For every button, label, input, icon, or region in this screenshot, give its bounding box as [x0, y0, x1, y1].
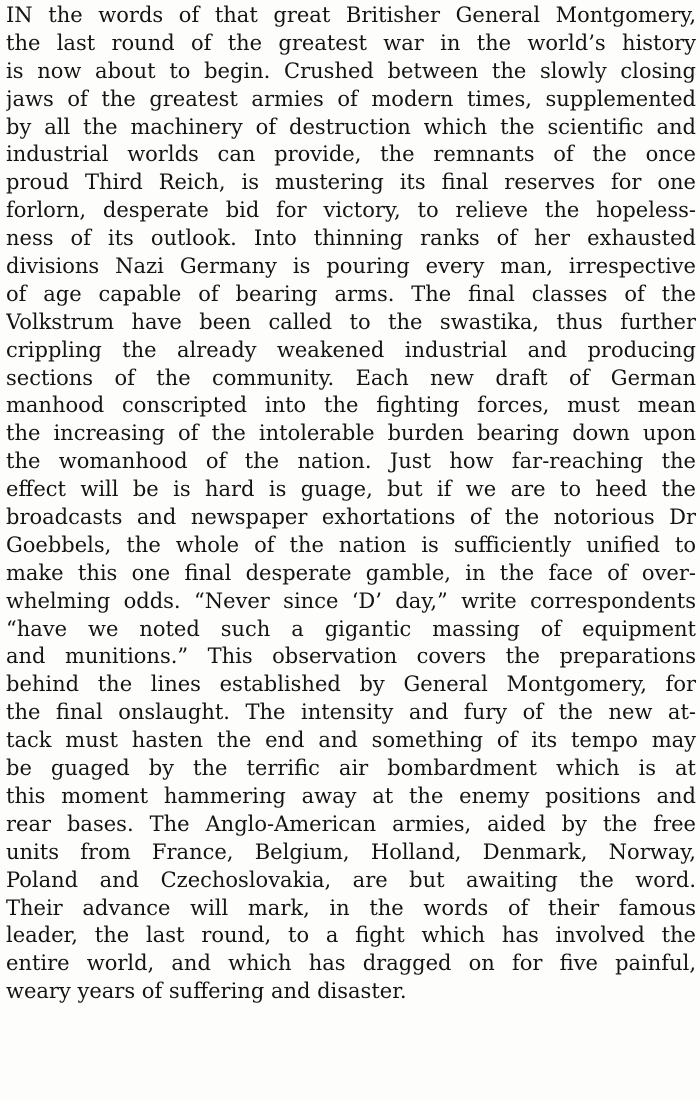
- text-line: forlorn, desperate bid for victory, to relieve the hopeless-: [6, 198, 696, 223]
- text-line: is now about to begin. Crushed between the slowly closing: [6, 58, 696, 83]
- text-line: manhood conscripted into the fighting forces, must mean: [6, 393, 696, 418]
- text-line: the increasing of the intolerable burden bearing down upon: [6, 421, 696, 446]
- text-line: tack must hasten the end and something of its tempo may: [6, 728, 696, 753]
- text-line: Their advance will mark, in the words of their famous: [6, 895, 696, 920]
- text-line: broadcasts and newspaper exhortations of the notorious Dr: [6, 505, 696, 530]
- text-line: crippling the already weakened industrial and producing: [6, 337, 696, 362]
- text-line: proud Third Reich, is mustering its final reserves for one: [6, 170, 696, 195]
- text-line: this moment hammering away at the enemy positions and: [6, 783, 696, 808]
- text-line: the last round of the greatest war in the world’s history: [6, 30, 696, 55]
- text-line: leader, the last round, to a fight which has involved the: [6, 923, 696, 948]
- text-line: Volkstrum have been called to the swastika, thus further: [6, 309, 696, 334]
- text-line: make this one final desperate gamble, in the face of over-: [6, 560, 696, 585]
- text-line: units from France, Belgium, Holland, Denmark, Norway,: [6, 839, 696, 864]
- text-line: Goebbels, the whole of the nation is sufficiently unified to: [6, 532, 696, 557]
- text-line: industrial worlds can provide, the remnants of the once: [6, 142, 696, 167]
- text-line: ness of its outlook. Into thinning ranks of her exhausted: [6, 226, 696, 251]
- text-line: rear bases. The Anglo-American armies, aided by the free: [6, 811, 696, 836]
- text-line: weary years of suffering and disaster.: [6, 979, 407, 1004]
- text-line: the final onslaught. The intensity and fury of the new at-: [6, 700, 696, 725]
- text-line: entire world, and which has dragged on for five painful,: [6, 951, 696, 976]
- text-line: jaws of the greatest armies of modern times, supplemented: [6, 86, 696, 111]
- text-line: effect will be is hard is guage, but if we are to heed the: [6, 477, 696, 502]
- text-line: and munitions.” This observation covers the preparations: [6, 644, 696, 669]
- text-line: the womanhood of the nation. Just how far-reaching the: [6, 449, 696, 474]
- text-line: of age capable of bearing arms. The final classes of the: [6, 281, 696, 306]
- text-line: “have we noted such a gigantic massing of equipment: [6, 616, 696, 641]
- text-line: divisions Nazi Germany is pouring every man, irrespective: [6, 254, 696, 279]
- text-line: be guaged by the terrific air bombardment which is at: [6, 756, 696, 781]
- text-line: IN the words of that great Britisher General Montgomery,: [6, 3, 696, 27]
- text-line: whelming odds. “Never since ‘D’ day,” write correspondents: [6, 588, 696, 613]
- text-line: Poland and Czechoslovakia, are but awaiting the word.: [6, 867, 696, 892]
- text-line: behind the lines established by General Montgomery, for: [6, 672, 696, 697]
- text-line: sections of the community. Each new draft of German: [6, 365, 696, 390]
- article-body: [6, 2, 696, 1006]
- text-line: by all the machinery of destruction which the scientific and: [6, 114, 696, 139]
